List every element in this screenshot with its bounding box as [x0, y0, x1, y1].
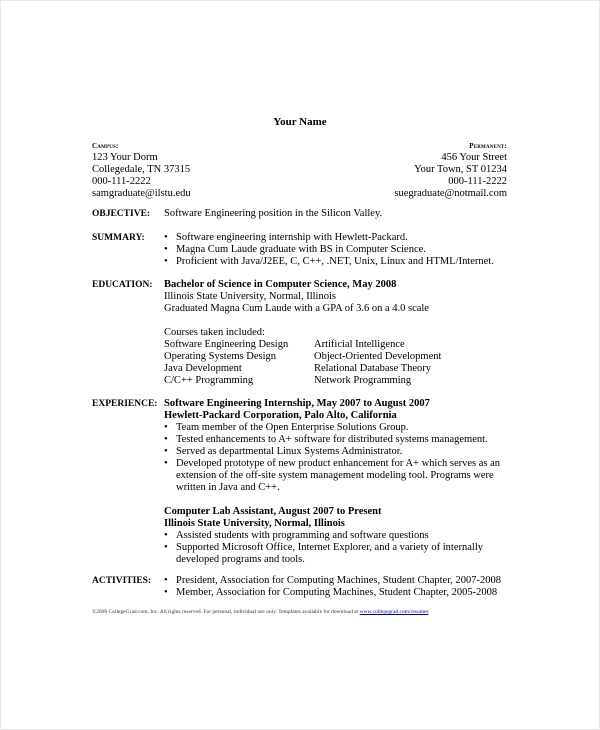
campus-email: samgraduate@ilstu.edu	[92, 188, 191, 199]
list-item: • Tested enhancements to A+ software for distributed systems management.	[164, 434, 488, 445]
resume-page	[1, 1, 599, 729]
courses-table	[164, 339, 441, 387]
course: C/C++ Programming	[164, 375, 254, 386]
campus-line: 123 Your Dorm	[92, 152, 158, 163]
footer	[92, 609, 429, 616]
courses-heading: Courses taken included:	[164, 327, 265, 338]
list-item: • Assisted students with programming and software questions	[164, 530, 429, 541]
permanent-label: Permanent:	[469, 142, 507, 150]
campus-label: Campus:	[92, 142, 119, 150]
campus-line: 000-111-2222	[92, 176, 151, 187]
activities-label: ACTIVITIES:	[92, 576, 152, 586]
course: Artificial Intelligence	[314, 339, 405, 350]
list-item-cont: developed programs and tools.	[176, 554, 305, 565]
course: Operating Systems Design	[164, 351, 276, 362]
course: Java Development	[164, 363, 242, 374]
job-org: Illinois State University, Normal, Illinois	[164, 518, 345, 529]
list-item: • Member, Association for Computing Machines, Student Chapter, 2005-2008	[164, 587, 498, 598]
objective-text: Software Engineering position in the Silicon Valley.	[164, 208, 383, 219]
campus-address	[92, 140, 191, 200]
permanent-line: Your Town, ST 01234	[414, 164, 507, 175]
course: Software Engineering Design	[164, 339, 289, 350]
course: Relational Database Theory	[314, 363, 432, 374]
list-item: • Team member of the Open Enterprise Solutions Group.	[164, 422, 409, 433]
campus-line: Collegedale, TN 37315	[92, 164, 191, 175]
experience-label: EXPERIENCE:	[92, 399, 158, 409]
list-item-cont: extension of the off-site system management modeling tool. Programs were	[176, 470, 494, 481]
course: Network Programming	[314, 375, 412, 386]
list-item: • Software engineering internship with Hewlett-Packard.	[164, 232, 408, 243]
experience-section	[164, 398, 500, 566]
job-org: Hewlett-Packard Corporation, Palo Alto, California	[164, 410, 397, 421]
list-item: • Developed prototype of new product enhancement for A+ which serves as an	[164, 458, 501, 469]
gpa: Graduated Magna Cum Laude with a GPA of 3.6 on a 4.0 scale	[164, 303, 429, 314]
list-item: • Proficient with Java/J2EE, C, C++, .NET, Unix, Linux and HTML/Internet.	[164, 256, 494, 267]
job-title: Software Engineering Internship, May 2007 to August 2007	[164, 398, 430, 409]
list-item: • President, Association for Computing Machines, Student Chapter, 2007-2008	[164, 575, 502, 586]
activities-list	[164, 575, 501, 599]
permanent-line: 000-111-2222	[448, 176, 507, 187]
list-item: • Served as departmental Linux Systems Administrator.	[164, 446, 403, 457]
summary-label: SUMMARY:	[92, 233, 145, 243]
copyright-text: ©2008 CollegeGrad.com, Inc. All rights reserved. For personal, individual use only. Templates available for download at	[92, 609, 360, 615]
list-item: • Supported Microsoft Office, Internet Explorer, and a variety of internally	[164, 542, 483, 553]
resume-name: Your Name	[273, 116, 327, 128]
permanent-email: suegraduate@notmail.com	[394, 188, 507, 199]
permanent-line: 456 Your Street	[441, 152, 507, 163]
list-item-cont: written in Java and C++.	[176, 482, 280, 493]
school: Illinois State University, Normal, Illinois	[164, 291, 336, 302]
objective-label: OBJECTIVE:	[92, 209, 151, 219]
course: Object-Oriented Development	[314, 351, 442, 362]
list-item: • Magna Cum Laude graduate with BS in Computer Science.	[164, 244, 426, 255]
summary-list	[164, 232, 494, 268]
permanent-address	[394, 140, 507, 200]
education-label: EDUCATION:	[92, 280, 153, 290]
education-section	[164, 279, 441, 387]
degree: Bachelor of Science in Computer Science, May 2008	[164, 279, 397, 290]
footer-link[interactable]: www.collegegrad.com/resumes	[359, 609, 429, 615]
job-title: Computer Lab Assistant, August 2007 to Present	[164, 506, 382, 517]
